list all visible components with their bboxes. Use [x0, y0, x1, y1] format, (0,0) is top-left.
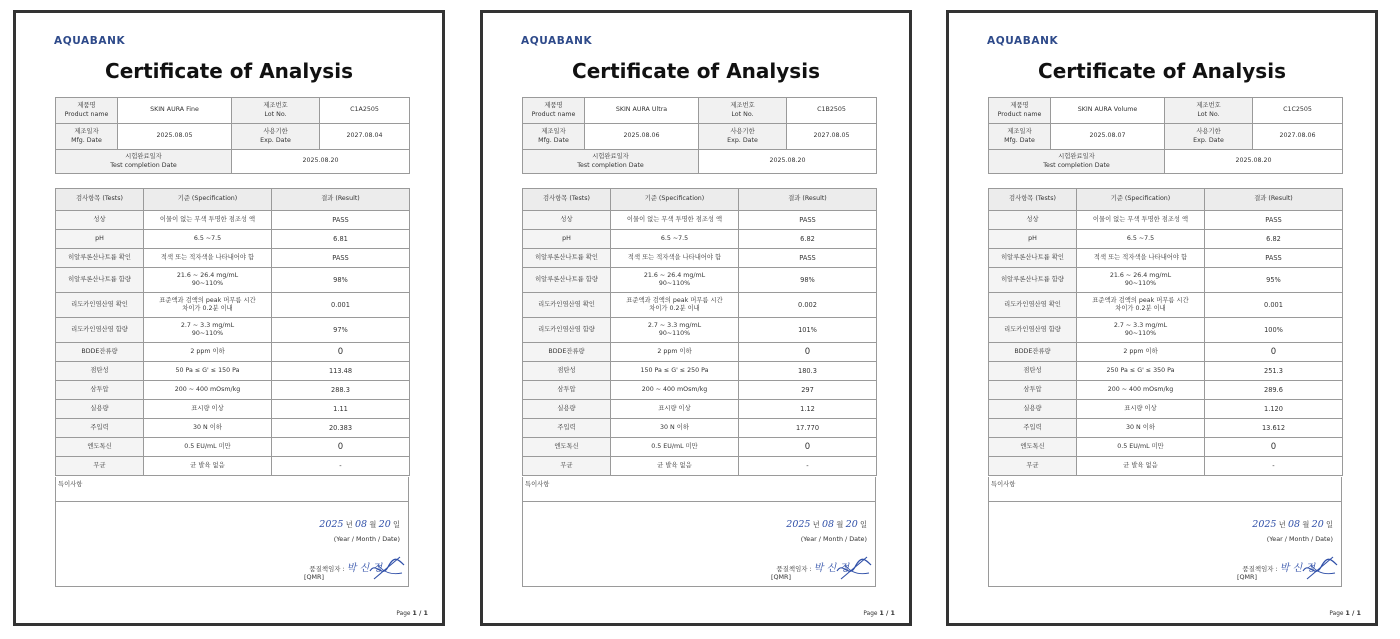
test-result: 0.001 — [1205, 293, 1343, 318]
test-spec: 6.5 ~7.5 — [1077, 230, 1205, 249]
test-item: 실용량 — [523, 400, 611, 419]
test-item: 점탄성 — [56, 362, 144, 381]
test-result: 100% — [1205, 318, 1343, 343]
test-row — [523, 318, 877, 343]
qmr-label: [QMR] — [304, 573, 324, 581]
test-result: - — [739, 457, 877, 476]
mfg-date-value: 2025.08.05 — [118, 124, 232, 150]
test-item: 삼투압 — [989, 381, 1077, 400]
test-item: 엔도톡신 — [989, 438, 1077, 457]
test-result: 0.001 — [272, 293, 410, 318]
signature-date: 2025 년 08 월 20 일 — [1252, 519, 1333, 530]
test-item: 리도카인염산염 함량 — [56, 318, 144, 343]
test-spec: 200 ~ 400 mOsm/kg — [611, 381, 739, 400]
test-spec: 표준액과 검액의 peak 머무름 시간 차이가 0.2분 이내 — [1077, 293, 1205, 318]
remarks-divider — [523, 501, 875, 502]
test-result: 98% — [739, 268, 877, 293]
test-result: - — [1205, 457, 1343, 476]
test-item: 주입력 — [523, 419, 611, 438]
test-item: 성상 — [523, 211, 611, 230]
certificate-title: Certificate of Analysis — [1038, 59, 1286, 83]
test-result: 0 — [272, 343, 410, 362]
certificate-page — [946, 10, 1378, 626]
spec-column-header: 기준 (Specification) — [611, 189, 739, 211]
test-result: 98% — [272, 268, 410, 293]
spec-column-header: 기준 (Specification) — [1077, 189, 1205, 211]
test-completion-label: 시험완료일자 Test completion Date — [523, 150, 699, 174]
test-item: 히알루론산나트륨 함량 — [523, 268, 611, 293]
test-result: 0 — [1205, 438, 1343, 457]
signature-scribble — [833, 553, 875, 583]
test-item: 리도카인염산염 확인 — [989, 293, 1077, 318]
test-row — [523, 343, 877, 362]
test-row — [989, 318, 1343, 343]
test-row — [56, 230, 410, 249]
test-item: BDDE잔류량 — [56, 343, 144, 362]
test-row — [989, 419, 1343, 438]
aquabank-logo: AQUABANK — [987, 35, 1059, 47]
test-result: 0.002 — [739, 293, 877, 318]
date-format-note: (Year / Month / Date) — [1266, 535, 1333, 543]
test-result: 6.81 — [272, 230, 410, 249]
remarks-label: 특이사항 — [525, 481, 550, 488]
test-item: 히알루론산나트륨 함량 — [989, 268, 1077, 293]
product-name-label: 제품명 Product name — [56, 98, 118, 124]
test-spec: 이물이 없는 무색 투명한 점조성 액 — [1077, 211, 1205, 230]
test-row — [56, 362, 410, 381]
handwritten-month: 08 — [355, 519, 368, 530]
test-result: 1.120 — [1205, 400, 1343, 419]
tests-column-header: 검사항목 (Tests) — [56, 189, 144, 211]
signature-date: 2025 년 08 월 20 일 — [319, 519, 400, 530]
test-results-table — [988, 188, 1343, 476]
test-result: 0 — [1205, 343, 1343, 362]
test-spec: 표시량 이상 — [1077, 400, 1205, 419]
test-result: 1.11 — [272, 400, 410, 419]
test-item: 점탄성 — [989, 362, 1077, 381]
test-completion-value: 2025.08.20 — [232, 150, 410, 174]
test-spec: 적색 또는 적자색을 나타내어야 함 — [611, 249, 739, 268]
exp-date-value: 2027.08.06 — [1253, 124, 1343, 150]
tests-column-header: 검사항목 (Tests) — [523, 189, 611, 211]
aquabank-logo: AQUABANK — [54, 35, 126, 47]
test-row — [989, 438, 1343, 457]
test-spec: 2.7 ~ 3.3 mg/mL 90~110% — [1077, 318, 1205, 343]
test-item: 삼투압 — [56, 381, 144, 400]
handwritten-year: 2025 — [1252, 519, 1277, 530]
test-item: 히알루론산나트륨 확인 — [523, 249, 611, 268]
test-row — [56, 318, 410, 343]
test-spec: 이물이 없는 무색 투명한 점조성 액 — [611, 211, 739, 230]
test-result: PASS — [739, 211, 877, 230]
test-result: - — [272, 457, 410, 476]
handwritten-manager-name: 박 신 정 — [813, 563, 849, 574]
test-row — [523, 362, 877, 381]
test-item: 삼투압 — [523, 381, 611, 400]
remarks-label: 특이사항 — [58, 481, 83, 488]
test-row — [989, 457, 1343, 476]
lot-no-value: C1B2505 — [787, 98, 877, 124]
test-row — [989, 230, 1343, 249]
test-row — [56, 249, 410, 268]
test-row — [56, 381, 410, 400]
test-row — [523, 419, 877, 438]
result-column-header: 결과 (Result) — [1205, 189, 1343, 211]
remarks-section — [988, 477, 1342, 587]
test-row — [989, 381, 1343, 400]
date-format-note: (Year / Month / Date) — [333, 535, 400, 543]
test-item: 히알루론산나트륨 확인 — [56, 249, 144, 268]
product-name-label: 제품명 Product name — [989, 98, 1051, 124]
test-spec: 균 발육 없음 — [1077, 457, 1205, 476]
test-row — [523, 293, 877, 318]
test-item: 리도카인염산염 함량 — [523, 318, 611, 343]
signature-scribble — [366, 553, 408, 583]
test-spec: 200 ~ 400 mOsm/kg — [144, 381, 272, 400]
product-name-value: SKIN AURA Fine — [118, 98, 232, 124]
test-result: 288.3 — [272, 381, 410, 400]
test-row — [523, 381, 877, 400]
mfg-date-value: 2025.08.06 — [585, 124, 699, 150]
test-result: PASS — [1205, 249, 1343, 268]
test-row — [56, 400, 410, 419]
test-spec: 30 N 이하 — [1077, 419, 1205, 438]
test-spec: 2 ppm 이하 — [144, 343, 272, 362]
handwritten-year: 2025 — [786, 519, 811, 530]
test-completion-value: 2025.08.20 — [699, 150, 877, 174]
test-row — [56, 268, 410, 293]
test-item: 리도카인염산염 함량 — [989, 318, 1077, 343]
handwritten-manager-name: 박 신 정 — [346, 563, 382, 574]
product-info-table — [988, 97, 1343, 174]
test-result: 13.612 — [1205, 419, 1343, 438]
result-column-header: 결과 (Result) — [739, 189, 877, 211]
test-row — [989, 249, 1343, 268]
test-item: BDDE잔류량 — [523, 343, 611, 362]
mfg-date-value: 2025.08.07 — [1051, 124, 1165, 150]
test-row — [523, 400, 877, 419]
page-number: Page 1 / 1 — [863, 609, 895, 617]
test-item: 주입력 — [989, 419, 1077, 438]
test-item: 리도카인염산염 확인 — [56, 293, 144, 318]
mfg-date-label: 제조일자 Mfg. Date — [56, 124, 118, 150]
test-results-table — [55, 188, 410, 476]
test-row — [56, 211, 410, 230]
aquabank-logo: AQUABANK — [521, 35, 593, 47]
lot-no-value: C1A2505 — [320, 98, 410, 124]
test-spec: 2 ppm 이하 — [1077, 343, 1205, 362]
test-result: 20.383 — [272, 419, 410, 438]
test-result: 297 — [739, 381, 877, 400]
test-row — [56, 293, 410, 318]
test-row — [56, 419, 410, 438]
remarks-divider — [56, 501, 408, 502]
spec-column-header: 기준 (Specification) — [144, 189, 272, 211]
test-item: pH — [56, 230, 144, 249]
test-spec: 0.5 EU/mL 미만 — [1077, 438, 1205, 457]
certificate-title: Certificate of Analysis — [572, 59, 820, 83]
test-result: PASS — [272, 211, 410, 230]
test-row — [989, 343, 1343, 362]
test-item: 주입력 — [56, 419, 144, 438]
test-row — [523, 230, 877, 249]
test-item: 점탄성 — [523, 362, 611, 381]
date-format-note: (Year / Month / Date) — [800, 535, 867, 543]
test-result: 180.3 — [739, 362, 877, 381]
test-spec: 이물이 없는 무색 투명한 점조성 액 — [144, 211, 272, 230]
test-result: 97% — [272, 318, 410, 343]
handwritten-day: 20 — [845, 519, 858, 530]
test-row — [56, 343, 410, 362]
test-row — [56, 457, 410, 476]
test-result: 1.12 — [739, 400, 877, 419]
test-completion-label: 시험완료일자 Test completion Date — [989, 150, 1165, 174]
test-result: 6.82 — [1205, 230, 1343, 249]
test-result: 17.770 — [739, 419, 877, 438]
test-item: pH — [989, 230, 1077, 249]
test-row — [989, 211, 1343, 230]
test-spec: 2 ppm 이하 — [611, 343, 739, 362]
test-spec: 21.6 ~ 26.4 mg/mL 90~110% — [144, 268, 272, 293]
test-row — [989, 400, 1343, 419]
test-spec: 30 N 이하 — [611, 419, 739, 438]
certificate-page — [13, 10, 445, 626]
product-name-value: SKIN AURA Ultra — [585, 98, 699, 124]
test-item: 리도카인염산염 확인 — [523, 293, 611, 318]
product-name-label: 제품명 Product name — [523, 98, 585, 124]
certificate-page — [480, 10, 912, 626]
test-spec: 21.6 ~ 26.4 mg/mL 90~110% — [1077, 268, 1205, 293]
test-spec: 250 Pa ≤ G' ≤ 350 Pa — [1077, 362, 1205, 381]
product-name-value: SKIN AURA Volume — [1051, 98, 1165, 124]
test-spec: 적색 또는 적자색을 나타내어야 함 — [1077, 249, 1205, 268]
test-row — [523, 249, 877, 268]
page-number: Page 1 / 1 — [1329, 609, 1361, 617]
test-result: 0 — [739, 343, 877, 362]
test-result: 113.48 — [272, 362, 410, 381]
test-row — [56, 438, 410, 457]
product-info-table — [55, 97, 410, 174]
test-result: PASS — [272, 249, 410, 268]
test-item: 성상 — [989, 211, 1077, 230]
test-item: 무균 — [56, 457, 144, 476]
test-result: 95% — [1205, 268, 1343, 293]
lot-no-label: 제조번호 Lot No. — [1165, 98, 1253, 124]
qmr-label: [QMR] — [1237, 573, 1257, 581]
test-completion-label: 시험완료일자 Test completion Date — [56, 150, 232, 174]
test-result: 101% — [739, 318, 877, 343]
test-spec: 균 발육 없음 — [611, 457, 739, 476]
lot-no-value: C1C2505 — [1253, 98, 1343, 124]
test-spec: 표준액과 검액의 peak 머무름 시간 차이가 0.2분 이내 — [144, 293, 272, 318]
exp-date-label: 사용기한 Exp. Date — [699, 124, 787, 150]
tests-column-header: 검사항목 (Tests) — [989, 189, 1077, 211]
test-item: 성상 — [56, 211, 144, 230]
test-spec: 표시량 이상 — [144, 400, 272, 419]
qmr-label: [QMR] — [771, 573, 791, 581]
test-item: 무균 — [989, 457, 1077, 476]
test-item: BDDE잔류량 — [989, 343, 1077, 362]
mfg-date-label: 제조일자 Mfg. Date — [523, 124, 585, 150]
test-spec: 2.7 ~ 3.3 mg/mL 90~110% — [611, 318, 739, 343]
signature-scribble — [1299, 553, 1341, 583]
test-spec: 균 발육 없음 — [144, 457, 272, 476]
test-row — [989, 362, 1343, 381]
test-spec: 150 Pa ≤ G' ≤ 250 Pa — [611, 362, 739, 381]
test-item: pH — [523, 230, 611, 249]
test-result: 6.82 — [739, 230, 877, 249]
product-info-table — [522, 97, 877, 174]
test-row — [523, 268, 877, 293]
test-result: 0 — [272, 438, 410, 457]
test-results-table — [522, 188, 877, 476]
handwritten-year: 2025 — [319, 519, 344, 530]
test-result: 251.3 — [1205, 362, 1343, 381]
exp-date-value: 2027.08.04 — [320, 124, 410, 150]
lot-no-label: 제조번호 Lot No. — [699, 98, 787, 124]
test-item: 엔도톡신 — [56, 438, 144, 457]
remarks-section — [522, 477, 876, 587]
exp-date-value: 2027.08.05 — [787, 124, 877, 150]
quality-manager: 품질책임자 : 박 신 정 — [1242, 563, 1315, 574]
lot-no-label: 제조번호 Lot No. — [232, 98, 320, 124]
test-spec: 표준액과 검액의 peak 머무름 시간 차이가 0.2분 이내 — [611, 293, 739, 318]
test-spec: 2.7 ~ 3.3 mg/mL 90~110% — [144, 318, 272, 343]
handwritten-day: 20 — [378, 519, 391, 530]
test-row — [523, 457, 877, 476]
handwritten-manager-name: 박 신 정 — [1279, 563, 1315, 574]
test-item: 실용량 — [56, 400, 144, 419]
quality-manager: 품질책임자 : 박 신 정 — [776, 563, 849, 574]
exp-date-label: 사용기한 Exp. Date — [232, 124, 320, 150]
signature-date: 2025 년 08 월 20 일 — [786, 519, 867, 530]
test-row — [989, 293, 1343, 318]
test-completion-value: 2025.08.20 — [1165, 150, 1343, 174]
test-result: PASS — [1205, 211, 1343, 230]
exp-date-label: 사용기한 Exp. Date — [1165, 124, 1253, 150]
test-item: 무균 — [523, 457, 611, 476]
test-item: 엔도톡신 — [523, 438, 611, 457]
test-spec: 0.5 EU/mL 미만 — [144, 438, 272, 457]
handwritten-month: 08 — [822, 519, 835, 530]
test-spec: 표시량 이상 — [611, 400, 739, 419]
certificate-title: Certificate of Analysis — [105, 59, 353, 83]
test-item: 히알루론산나트륨 확인 — [989, 249, 1077, 268]
test-result: 289.6 — [1205, 381, 1343, 400]
test-row — [523, 438, 877, 457]
test-spec: 200 ~ 400 mOsm/kg — [1077, 381, 1205, 400]
test-spec: 0.5 EU/mL 미만 — [611, 438, 739, 457]
page-number: Page 1 / 1 — [396, 609, 428, 617]
remarks-label: 특이사항 — [991, 481, 1016, 488]
quality-manager: 품질책임자 : 박 신 정 — [309, 563, 382, 574]
remarks-section — [55, 477, 409, 587]
test-spec: 6.5 ~7.5 — [611, 230, 739, 249]
test-spec: 30 N 이하 — [144, 419, 272, 438]
result-column-header: 결과 (Result) — [272, 189, 410, 211]
remarks-divider — [989, 501, 1341, 502]
handwritten-month: 08 — [1288, 519, 1301, 530]
test-item: 히알루론산나트륨 함량 — [56, 268, 144, 293]
test-row — [523, 211, 877, 230]
test-item: 실용량 — [989, 400, 1077, 419]
test-result: 0 — [739, 438, 877, 457]
test-spec: 50 Pa ≤ G' ≤ 150 Pa — [144, 362, 272, 381]
mfg-date-label: 제조일자 Mfg. Date — [989, 124, 1051, 150]
handwritten-day: 20 — [1311, 519, 1324, 530]
test-result: PASS — [739, 249, 877, 268]
test-spec: 6.5 ~7.5 — [144, 230, 272, 249]
test-spec: 적색 또는 적자색을 나타내어야 함 — [144, 249, 272, 268]
test-row — [989, 268, 1343, 293]
test-spec: 21.6 ~ 26.4 mg/mL 90~110% — [611, 268, 739, 293]
